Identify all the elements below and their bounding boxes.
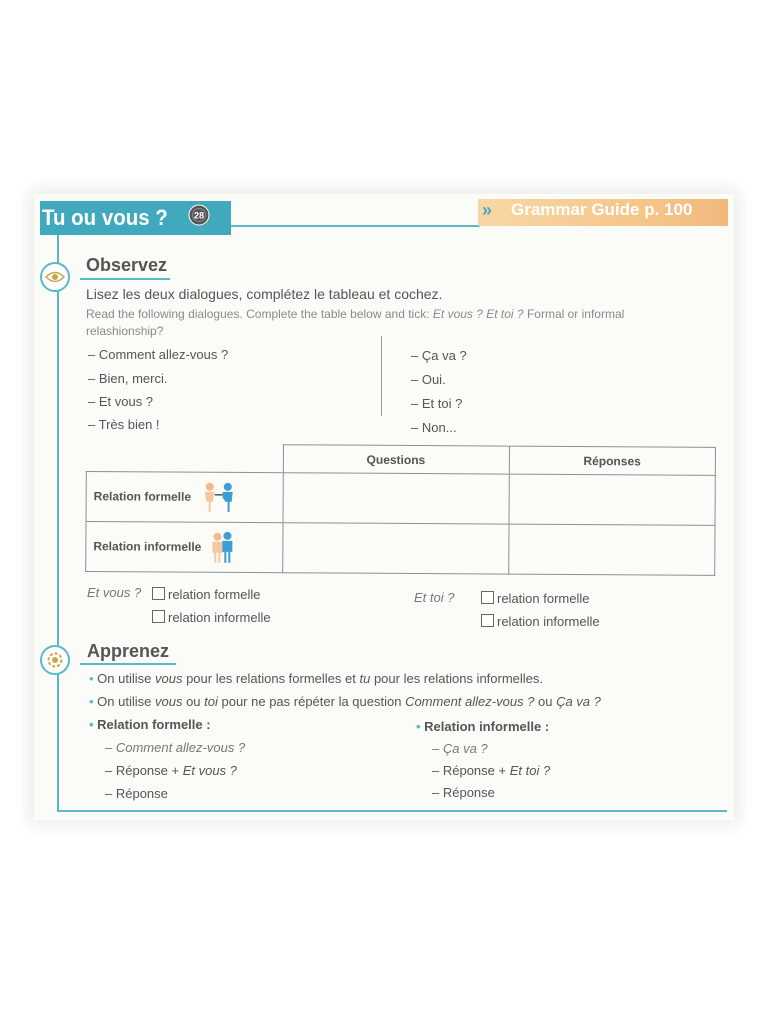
audio-track-number: 28 (193, 210, 205, 221)
dialogue-1-line: – Comment allez-vous ? (88, 347, 229, 362)
formelle-heading: • Relation formelle : (89, 717, 211, 732)
dialogue-1-line: – Bien, merci. (88, 371, 168, 386)
dialogue-divider (381, 336, 382, 416)
frame-top-line (230, 225, 480, 227)
vous-informelle-checkbox[interactable] (152, 610, 165, 623)
vous-informelle-option[interactable]: relation informelle (152, 610, 271, 625)
formal-people-icon (198, 481, 238, 513)
dialogue-2-line: – Non... (411, 420, 457, 435)
row-label-informelle: Relation informelle (86, 522, 283, 573)
informelle-line: – Ça va ? (432, 741, 488, 756)
cell-formelle-reponses[interactable] (509, 474, 716, 525)
table-corner (86, 444, 283, 473)
rule-1: • On utilise vous pour les relations formelles et tu pour les relations informelles. (89, 671, 544, 686)
toi-formelle-option[interactable]: relation formelle (481, 591, 590, 606)
observez-translation-line-2: relashionship? (86, 324, 164, 338)
cell-informelle-questions[interactable] (282, 523, 508, 574)
cell-formelle-questions[interactable] (283, 473, 509, 524)
toi-informelle-checkbox[interactable] (481, 614, 494, 627)
observez-title: Observez (86, 255, 168, 275)
formelle-line: – Réponse + Et vous ? (105, 763, 237, 778)
informelle-line: – Réponse (432, 785, 495, 800)
table-row (86, 472, 715, 526)
row-label-formelle: Relation formelle (86, 472, 283, 523)
dialogue-1-line: – Très bien ! (88, 417, 160, 432)
toi-formelle-checkbox[interactable] (481, 591, 494, 604)
gear-icon (40, 645, 70, 675)
formelle-line: – Comment allez-vous ? (105, 740, 246, 755)
cell-informelle-reponses[interactable] (508, 524, 715, 575)
apprenez-title: Apprenez (87, 641, 170, 661)
observez-underline (80, 278, 170, 280)
questions-header: Questions (283, 445, 509, 474)
apprenez-underline (80, 663, 176, 665)
observez-instruction: Lisez les deux dialogues, complétez le tableau et cochez. (86, 286, 443, 302)
et-vous-label: Et vous ? (87, 585, 142, 600)
table-row (86, 522, 715, 576)
informal-people-icon (207, 530, 241, 564)
dialogue-2-line: – Et toi ? (411, 396, 463, 411)
informelle-line: – Réponse + Et toi ? (432, 763, 551, 778)
observez-translation-line-1: Read the following dialogues. Complete the table below and tick: Et vous ? Et toi ? Formal or informal (86, 307, 625, 321)
dialogue-2-line: – Ça va ? (411, 348, 467, 363)
et-toi-label: Et toi ? (414, 590, 455, 605)
dialogue-1-line: – Et vous ? (88, 394, 154, 409)
grammar-guide-link[interactable]: Grammar Guide p. 100 (511, 200, 693, 219)
toi-informelle-option[interactable]: relation informelle (481, 614, 600, 629)
reponses-header: Réponses (509, 446, 716, 475)
vous-formelle-option[interactable]: relation formelle (152, 587, 261, 602)
page-title: Tu ou vous ? (42, 205, 168, 230)
informelle-heading: • Relation informelle : (416, 719, 550, 734)
relations-table (85, 443, 716, 576)
vous-formelle-checkbox[interactable] (152, 587, 165, 600)
eye-icon (40, 262, 70, 292)
formelle-line: – Réponse (105, 786, 168, 801)
frame-left-line (57, 234, 59, 812)
audio-track-icon[interactable] (188, 204, 210, 226)
chevron-right-icon: » (482, 200, 493, 220)
rule-2: • On utilise vous ou toi pour ne pas répéter la question Comment allez-vous ? ou Ça va ? (89, 694, 601, 709)
frame-bottom-line (57, 810, 727, 812)
dialogue-2-line: – Oui. (411, 372, 446, 387)
